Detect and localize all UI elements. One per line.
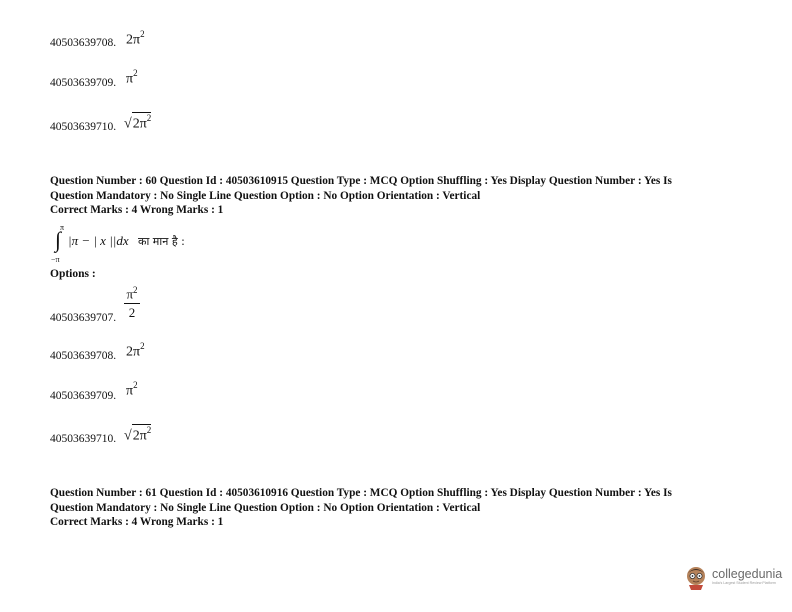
integral-upper-limit: π [60, 223, 65, 232]
sqrt-icon: √ [124, 428, 132, 444]
prev-option-expression: $√2\pi^2$ [124, 113, 152, 132]
sqrt-icon: √ [124, 116, 132, 132]
prev-option-number: 40503639709. [50, 77, 117, 89]
brand-tagline: India's Largest Student Review Platform [712, 581, 776, 585]
integral-lower-limit: −π [51, 255, 60, 264]
fraction-bar [124, 303, 140, 304]
question-text-hindi: का मान है : [138, 235, 185, 248]
option-expression: $2\pi^2$ [126, 341, 145, 360]
option-number: 40503639708. [50, 350, 117, 362]
option-expression-fraction: $\pi^2$ 2 [124, 284, 140, 320]
option-number: 40503639709. [50, 390, 117, 402]
student-mascot-icon [684, 564, 708, 590]
option-number: 40503639707. [50, 312, 117, 324]
question-60-header: Question Number : 60 Question Id : 40503610915 Question Type : MCQ Option Shuffling : Yes Display Question Number : Yes Is Question Mandatory : No Single Line Question Option : No Option Orientation : Vertical Correct Marks : 4 Wrong Marks : 1 [50, 175, 672, 216]
prev-option-number: 40503639708. [50, 37, 117, 49]
question-61-header: Question Number : 61 Question Id : 40503610916 Question Type : MCQ Option Shuffling : Yes Display Question Number : Yes Is Question Mandatory : No Single Line Question Option : No Option Orientation : Vertical Correct Marks : 4 Wrong Marks : 1 [50, 487, 672, 528]
brand-name: collegedunia [712, 567, 783, 581]
collegedunia-watermark [684, 564, 782, 590]
options-label: Options : [50, 268, 96, 280]
prev-option-number: 40503639710. [50, 121, 117, 133]
option-expression: $\pi^2$ [126, 380, 138, 399]
question-60-body [50, 223, 250, 266]
prev-option-expression: $\pi^2$ [126, 68, 138, 87]
integral-sign-icon: ∫ [55, 227, 62, 252]
option-number: 40503639710. [50, 433, 117, 445]
integral-expression: |π − | x ||dx [68, 233, 129, 248]
option-expression: $√2\pi^2$ [124, 425, 152, 444]
prev-option-expression: $2\pi^2$ [126, 29, 145, 48]
